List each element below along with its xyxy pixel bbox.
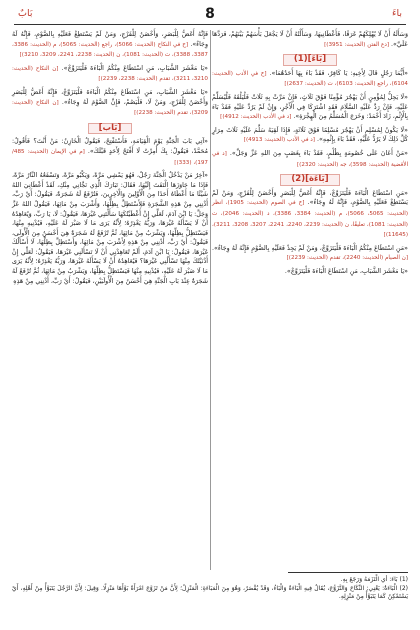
hadith-reference: [خ في النكاح (الحديث: 5066)، راجع (الحديث: 5065)، م (الحديث: 3386، 3387، 3388)، ت (الحديث: 1081)، ن (الحديث: 2238، 2241، 3209، 3210)] (12, 41, 208, 59)
hadith-text: «أَيُّمَا رَجُلٍ قَالَ لِأَخِيهِ: يَا كَافِرُ، فَقَدْ بَاءَ بِهَا أَحَدُهُمَا». (269, 69, 408, 77)
section-heading-label: [بَاءَ](1) (283, 54, 337, 66)
hadith-reference: [خ في الصوم (الحديث: 1905)، انظر (الحديث: 5065، 5066)، م (الحديث: 3384، 3386)، د (الحديث: 2046)، ت (الحديث: 1081)، تعليقًا، ن (الحديث: 2239، 2240، 2241، 3207، 3208، 3211)، (11645)] (212, 200, 408, 239)
hadith-entry (12, 137, 208, 168)
hadith-text: «مَنْ أَعَانَ عَلَى خُصُومَةٍ بِظُلْمٍ، فَقَدْ بَاءَ بِغَضَبٍ مِنَ اللهِ عَزَّ وَجَلَّ». (229, 149, 408, 157)
hadith-entry (12, 30, 208, 61)
page-header (14, 6, 406, 24)
right-column (212, 30, 408, 279)
hadith-reference: [د في الأقضية (الحديث: 3598)، جه (الحديث: 2320)] (212, 150, 408, 168)
section-heading (12, 123, 208, 135)
page-number: 8 (205, 6, 215, 22)
footnotes (12, 576, 408, 602)
hadith-reference: [د في الأدب (الحديث: 4912)] (220, 114, 292, 121)
section-heading-label: [بَاب] (88, 123, 133, 135)
hadith-text: «يَا مَعْشَرَ الشَّبَابِ، مَنِ اسْتَطَاعَ الْبَاءَةَ فَلْيَتَزَوَّجْ». (284, 267, 408, 275)
footnote: (2) الْبَاءَةُ: يَعْنِي: النِّكَاحَ وَالتَّزَوُّجَ، يُقَالُ فِيهِ الْبَاءَةُ وَالْبَاءُ، وَقَدْ يُقْصَرُ، وَهُوَ مِنَ الْمَبَاءَةِ: الْمَنْزِلُ؛ لِأَنَّ مَنْ تَزَوَّجَ امْرَأَةً بَوَّأَهَا مَنْزِلًا. وَقِيلَ: لِأَنَّ الرَّجُلَ يَتَبَوَّأُ مِنْ أَهْلِهِ، أَيْ يَسْتَمْكِنُ كَمَا يَتَبَوَّأُ مِنْ مَنْزِلِهِ. (12, 584, 408, 601)
hadith-entry (212, 126, 408, 146)
footnote-rule (288, 572, 408, 573)
hadith-text: «آتِي بَابَ الْجَنَّةِ يَوْمَ الْقِيَامَةِ، فَأَسْتَفْتِحُ، فَيَقُولُ الْخَازِنُ: مَنْ أَنْتَ؟ فَأَقُولُ: مُحَمَّدٌ، فَيَقُولُ: بِكَ أُمِرْتُ لَا أَفْتَحُ لِأَحَدٍ قَبْلَكَ». (12, 138, 208, 155)
hadith-entry (12, 64, 208, 85)
hadith-text: «لَا يَحِلُّ لِمُؤْمِنٍ أَنْ يَهْجُرَ مُؤْمِنًا فَوْقَ ثَلَاثٍ، فَإِنْ مَرَّتْ بِهِ ثَلَاثٌ فَلْيَلْقَهُ فَلْيُسَلِّمْ عَلَيْهِ، فَإِنْ رَدَّ عَلَيْهِ السَّلَامَ فَقَدِ اشْتَرَكَا فِي الْأَجْرِ، وَإِنْ لَمْ يَرُدَّ عَلَيْهِ فَقَدْ بَاءَ بِالْإِثْمِ، زَادَ أَحْمَدُ: وَخَرَجَ الْمُسَلِّمُ مِنَ الْهِجْرَةِ». (212, 93, 408, 121)
hadith-reference: [خ في الأدب (الحديث: 6104)، راجع (الحديث: 6103)، ت (الحديث: 2637)] (212, 70, 408, 88)
hadith-reference: [د في الأدب (الحديث: 4913)] (243, 137, 315, 144)
header-left-title: بَابٌ (18, 8, 33, 19)
hadith-entry (12, 88, 208, 119)
hadith-text: «آخِرُ مَنْ يَدْخُلُ الْجَنَّةَ رَجُلٌ، فَهُوَ يَمْشِي مَرَّةً، وَيَكْبُو مَرَّةً، وَتَسْفَعُهُ النَّارُ مَرَّةً، فَإِذَا مَا جَاوَزَهَا الْتَفَتَ إِلَيْهَا، فَقَالَ: تَبَارَكَ الَّذِي نَجَّانِي مِنْكِ، لَقَدْ أَعْطَانِيَ اللهُ شَيْئًا مَا أَعْطَاهُ أَحَدًا مِنَ الْأَوَّلِينَ وَالْآخِرِينَ، فَتُرْفَعُ لَهُ شَجَرَةٌ، فَيَقُولُ: أَيْ رَبِّ، أَدْنِنِي مِنْ هَذِهِ الشَّجَرَةِ فَلِأَسْتَظِلَّ بِظِلِّهَا، وَأَشْرَبَ مِنْ مَائِهَا، فَيَقُولُ اللهُ عَزَّ وَجَلَّ: يَا ابْنَ آدَمَ، لَعَلِّي إِنْ أَعْطَيْتُكَهَا سَأَلْتَنِي غَيْرَهَا، فَيَقُولُ: لَا، يَا رَبِّ، وَيُعَاهِدُهُ أَنْ لَا يَسْأَلَهُ غَيْرَهَا، وَرَبُّهُ يَعْذِرُهُ؛ لِأَنَّهُ يَرَى مَا لَا صَبْرَ لَهُ عَلَيْهِ، فَيُدْنِيهِ مِنْهَا، فَيَسْتَظِلُّ بِظِلِّهَا، وَيَشْرَبُ مِنْ مَائِهَا، ثُمَّ تُرْفَعُ لَهُ شَجَرَةٌ هِيَ أَحْسَنُ مِنَ الْأُولَى، فَيَقُولُ: أَيْ رَبِّ، أَدْنِنِي مِنْ هَذِهِ لِأَشْرَبَ مِنْ مَائِهَا، وَأَسْتَظِلَّ بِظِلِّهَا، لَا أَسْأَلُكَ غَيْرَهَا، فَيَقُولُ: يَا ابْنَ آدَمَ، أَلَمْ تُعَاهِدْنِي أَنْ لَا تَسْأَلَنِي غَيْرَهَا، فَيَقُولُ: لَعَلِّي إِنْ أَدْنَيْتُكَ مِنْهَا تَسْأَلُنِي غَيْرَهَا؟ فَيُعَاهِدُهُ أَنْ لَا يَسْأَلَهُ غَيْرَهَا، وَرَبُّهُ يَعْذِرُهُ؛ لِأَنَّهُ يَرَى مَا لَا صَبْرَ لَهُ عَلَيْهِ، فَيُدْنِيهِ مِنْهَا فَيَسْتَظِلُّ بِظِلِّهَا، وَيَشْرَبُ مِنْ مَائِهَا، ثُمَّ تُرْفَعُ لَهُ شَجَرَةٌ عِنْدَ بَابِ الْجَنَّةِ هِيَ أَحْسَنُ مِنَ الْأُولَيَيْنِ، فَيَقُولُ: أَيْ رَبِّ، أَدْنِنِي مِنْ هَذِهِ (12, 172, 208, 285)
hadith-reference: [ن الصيام (الحديث: 2240)، تقدم (الحديث: 2239)] (286, 255, 408, 262)
hadith-reference: [م في الإيمان (الحديث: 485/ 197)، (333)] (12, 148, 208, 166)
hadith-entry (12, 171, 208, 286)
hadith-entry (212, 244, 408, 264)
hadith-text: «مَنِ اسْتَطَاعَ مِنْكُمُ الْبَاءَةَ فَلْيَتَزَوَّجْ، وَمَنْ لَمْ يَجِدْ فَعَلَيْهِ بِالصَّوْمِ فَإِنَّهُ لَهُ وِجَاءٌ». (212, 244, 408, 252)
hadith-entry (212, 267, 408, 277)
hadith-text: وَسَأَلَهُ أَنْ لَا يُهْلِكَهُمْ غَرَقًا، فَأَعْطَانِيهَا، وَسَأَلْتُهُ أَنْ لَا يَجْعَلَ بَأْسَهُمْ بَيْنَهُمْ، فَرَدَّهَا عَلَيَّ». (212, 31, 408, 48)
hadith-entry (212, 149, 408, 170)
hadith-text: «يَا مَعْشَرَ الشَّبَابِ، مَنِ اسْتَطَاعَ مِنْكُمُ الْبَاءَةَ فَلْيَتَزَوَّجْ، فَإِنَّهُ أَغَضُّ لِلْبَصَرِ وَأَحْصَنُ لِلْفَرْجِ، وَمَنْ لَا، فَلْيَصُمْ، فَإِنَّ الصَّوْمَ لَهُ وِجَاءٌ». (12, 88, 208, 106)
hadith-entry (212, 93, 408, 123)
left-column (12, 30, 208, 289)
hadith-entry (212, 69, 408, 90)
hadith-entry (212, 30, 408, 50)
hadith-entry (212, 189, 408, 241)
hadith-reference: [ن النكاح (الحديث: 3210، 3211)، تقدم (الحديث: 2238، 2239)] (12, 65, 208, 83)
hadith-reference: [ن النكاح (الحديث: 3209)، تقدم (الحديث: 2238)] (12, 99, 208, 117)
header-right-title: باءَ (391, 8, 402, 19)
hadith-text: «لَا يَكُونُ لِمُسْلِمٍ أَنْ يَهْجُرَ مُسْلِمًا فَوْقَ ثَلَاثَةٍ، فَإِذَا لَقِيَهُ سَلَّمَ عَلَيْهِ ثَلَاثَ مِرَارٍ كُلَّ ذَلِكَ لَا يَرُدُّ عَلَيْهِ، فَقَدْ بَاءَ بِإِثْمِهِ». (212, 126, 408, 144)
section-heading-label: [بَاءَة](2) (280, 174, 339, 186)
section-heading (212, 174, 408, 186)
footnote: (1) بَاءَ: أي الْتَزَمَهُ وَرَجَعَ بِهِ. (340, 576, 408, 583)
header-rule (14, 24, 406, 25)
section-heading (212, 54, 408, 66)
hadith-text: «يَا مَعْشَرَ الشَّبَابِ، مَنِ اسْتَطَاعَ مِنْكُمُ الْبَاءَةَ فَلْيَتَزَوَّجْ». (61, 64, 208, 72)
hadith-reference: [دع الفتن (الحديث: 3951)] (324, 41, 390, 48)
column-divider (210, 30, 211, 570)
hadith-text: «مَنِ اسْتَطَاعَ الْبَاءَةَ فَلْيَتَزَوَّجْ، فَإِنَّهُ أَغَضُّ لِلْبَصَرِ وَأَحْصَنُ لِلْفَرْجِ، وَمَنْ لَمْ يَسْتَطِعْ فَعَلَيْهِ بِالصَّوْمِ، فَإِنَّهُ لَهُ وِجَاءٌ». (212, 189, 408, 207)
hadith-text: فَإِنَّهُ أَغَضُّ لِلْبَصَرِ، وَأَحْصَنُ لِلْفَرْجِ، وَمَنْ لَمْ يَسْتَطِعْ فَعَلَيْهِ بِالصَّوْمِ، فَإِنَّهُ لَهُ وِجَاءٌ». (12, 31, 208, 48)
